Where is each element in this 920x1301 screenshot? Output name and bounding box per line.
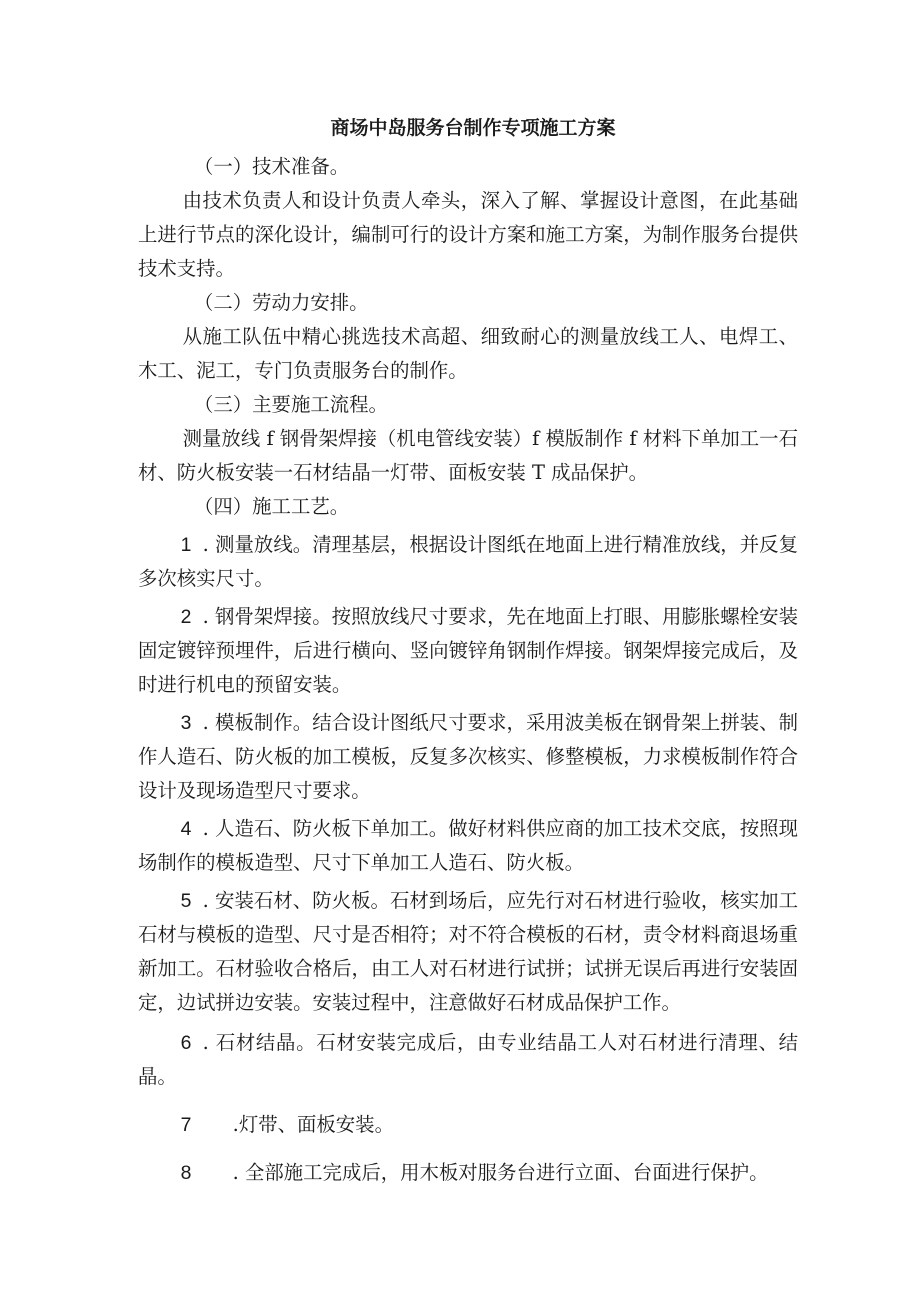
step-item: [138, 884, 798, 1020]
step-number: 4: [180, 818, 192, 840]
section-heading-2: （二）劳动力安排。: [194, 291, 369, 314]
step-number: 3: [180, 712, 192, 734]
step-text: . 测量放线。清理基层，根据设计图纸在地面上进行精准放线，并反复多次核实尺寸。: [138, 533, 798, 590]
step-text: . 全部施工完成后，用木板对服务台进行立面、台面进行保护。: [232, 1161, 769, 1184]
step-item: [138, 600, 798, 702]
step-number: 2: [180, 606, 192, 628]
section-heading-4: （四）施工工艺。: [194, 495, 350, 518]
step-text: . 安装石材、防火板。石材到场后，应先行对石材进行验收，核实加工石材与模板的造型、尺寸是否相符；对不符合模板的石材，责令材料商退场重新加工。石材验收合格后，由工人对石材进行试拼；试拼无误后再进行安装固定，边试拼边安装。安装过程中，注意做好石材成品保护工作。: [138, 889, 798, 1014]
step-number: 7: [180, 1114, 192, 1136]
step-text: . 钢骨架焊接。按照放线尺寸要求，先在地面上打眼、用膨胀螺栓安装固定镀锌预埋件，后进行横向、竖向镀锌角钢制作焊接。钢架焊接完成后，及时进行机电的预留安装。: [138, 605, 798, 696]
step-number: 8: [180, 1162, 192, 1184]
step-text: .灯带、面板安装。: [232, 1113, 394, 1136]
step-text: . 模板制作。结合设计图纸尺寸要求，采用波美板在钢骨架上拼装、制作人造石、防火板的加工模板，反复多次核实、修整模板，力求模板制作符合设计及现场造型尺寸要求。: [138, 711, 798, 802]
step-number: 6: [180, 1032, 192, 1054]
step-item: [138, 812, 798, 880]
step-item: [138, 528, 798, 596]
document-page: [138, 114, 798, 1190]
step-text: . 人造石、防火板下单加工。做好材料供应商的加工技术交底，按照现场制作的模板造型、尺寸下单加工人造石、防火板。: [138, 817, 798, 874]
section-body-3: 测量放线 f 钢骨架焊接（机电管线安装）f 模版制作 f 材料下单加工一石材、防火板安装一石材结晶一灯带、面板安装 T 成品保护。: [138, 427, 798, 484]
step-item: [138, 1156, 798, 1190]
section-heading-3: （三）主要施工流程。: [194, 393, 388, 416]
step-item: [138, 706, 798, 808]
document-title: 商场中岛服务台制作专项施工方案: [330, 117, 616, 139]
step-text: . 石材结晶。石材安装完成后，由专业结晶工人对石材进行清理、结晶。: [138, 1031, 798, 1088]
section-body-1: 由技术负责人和设计负责人牵头，深入了解、掌握设计意图，在此基础上进行节点的深化设计，编制可行的设计方案和施工方案，为制作服务台提供技术支持。: [138, 189, 798, 280]
step-item: [138, 1026, 798, 1094]
section-heading-1: （一）技术准备。: [194, 155, 350, 178]
step-number: 1: [180, 534, 192, 556]
section-body-2: 从施工队伍中精心挑选技术高超、细致耐心的测量放线工人、电焊工、木工、泥工，专门负责服务台的制作。: [138, 325, 798, 382]
step-item: [138, 1108, 798, 1142]
step-number: 5: [180, 890, 192, 912]
